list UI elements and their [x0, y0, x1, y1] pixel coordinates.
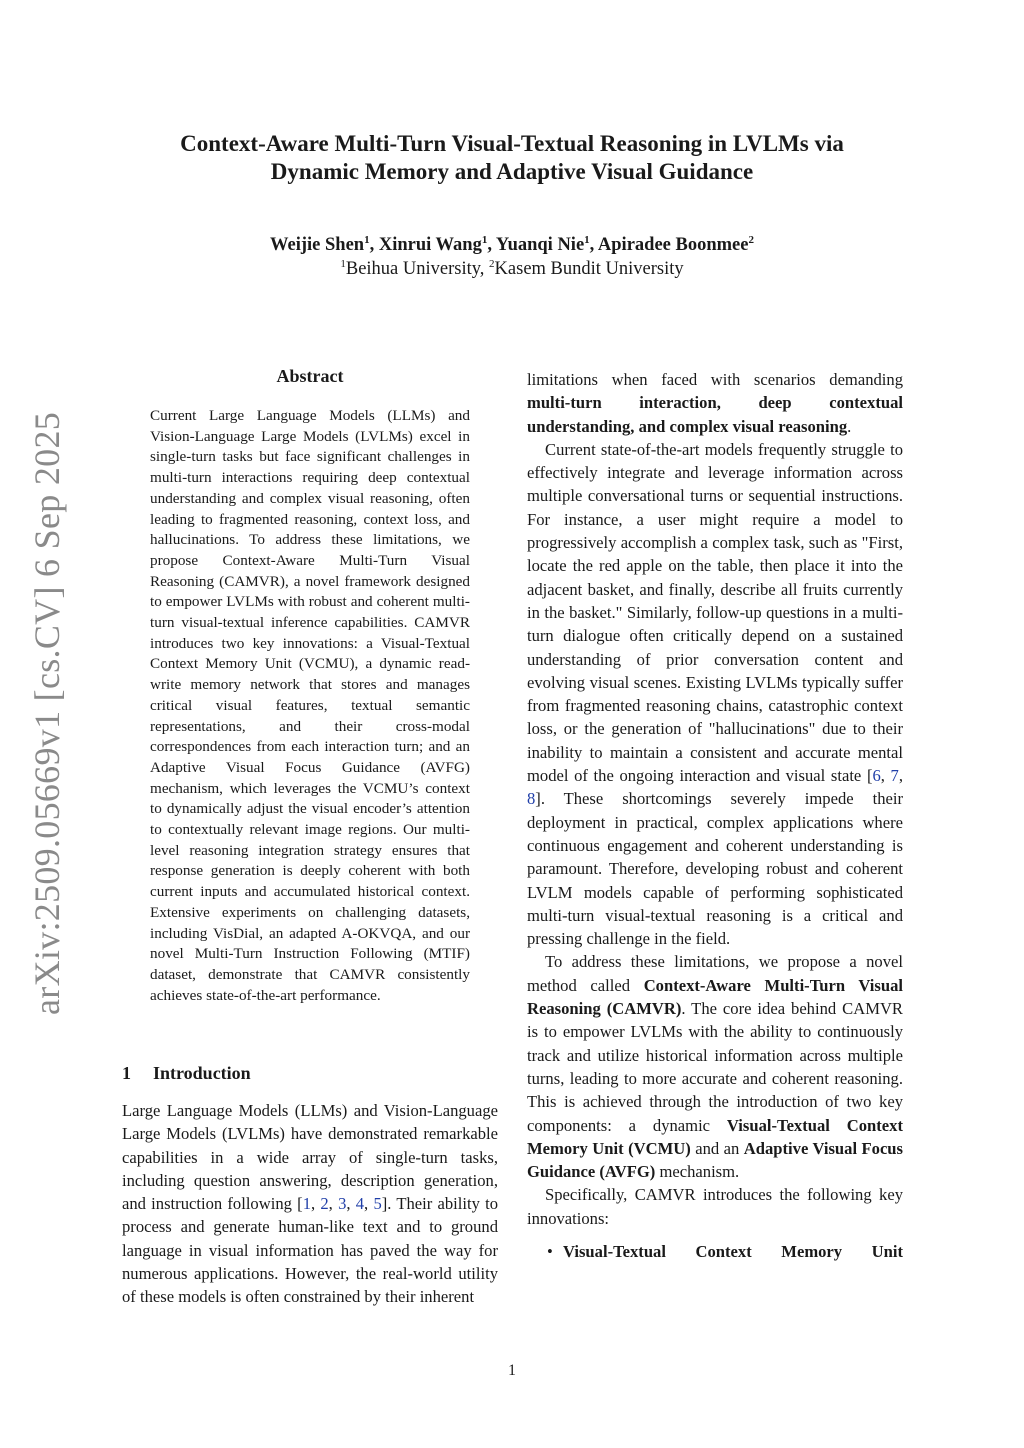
citation-link[interactable]: 6	[872, 766, 881, 786]
citation-link[interactable]: 1	[302, 1194, 311, 1214]
section-heading-introduction	[122, 1063, 251, 1084]
intro-text-a: Large Language Models (LLMs) and Vision-Language Large Models (LVLMs) have demonstrated remarkable capabilities in a wide array of single-turn tasks, including question answering, description generation, and instruction following	[122, 1101, 498, 1214]
text-run: and an	[695, 1138, 740, 1158]
paragraph: Specifically, CAMVR introduces the following key innovations:	[527, 1185, 903, 1228]
author-affiliation-mark: 1	[364, 233, 370, 246]
arxiv-identifier: arXiv:2509.05669v1 [cs.CV] 6 Sep 2025	[27, 411, 67, 1015]
affiliation-name: Kasem Bundit University	[494, 259, 684, 279]
emphasis-text: Adaptive Visual Focus Guidance (AVFG)	[527, 1138, 903, 1182]
author-affiliation-mark: 2	[748, 233, 754, 246]
emphasis-text: Visual-Textual Context Memory Unit (VCMU)	[527, 1115, 903, 1158]
author-name: Yuanqi Nie	[495, 235, 585, 255]
paragraph: limitations when faced with scenarios demanding multi-turn interaction, deep contextual understanding, and complex visual reasoning.	[527, 370, 903, 436]
author-list: Weijie Shen$^1$, Xinrui Wang$^1$, Yuanqi Nie$^1$, Apiradee Boonmee$^2$	[270, 233, 754, 255]
title-line-1: Context-Aware Multi-Turn Visual-Textual Reasoning in LVLMs via	[180, 131, 844, 156]
paragraph: Current state-of-the-art models frequently struggle to effectively integrate and leverage information across multiple conversational turns or sequential instructions. For instance, a user might require a model to progressively accomplish a complex task, such as "First, locate the red apple on the table, then place it into the adjacent basket, and finally, describe all fruits currently in the basket." Similarly, follow-up questions in a multi-turn dialogue often critically depend on a sustained understanding of prior conversation content and evolving visual scenes. Existing LVLMs typically suffer from fragmented reasoning chains, catastrophic context loss, or the generation of "hallucinations" due to their inability to maintain a consistent and accurate mental model of the ongoing interaction and visual state [6, 7, 8]. These shortcomings severely impede their deployment in practical, complex applications where continuous engagement and coherent understanding is paramount. Therefore, developing robust and coherent LVLM models capable of performing sophisticated multi-turn visual-textual reasoning is a critical and pressing challenge in the field.	[527, 439, 903, 949]
section-number: 1	[122, 1063, 131, 1083]
bullet-icon: •	[547, 1241, 553, 1261]
affiliation-mark: 2	[489, 257, 495, 270]
text-run: To address these limitations, we propose a novel method called	[527, 952, 903, 995]
citation-link[interactable]: 5	[373, 1194, 382, 1214]
abstract-heading: Abstract	[276, 366, 344, 386]
bullet-item	[527, 1240, 903, 1263]
author-affiliation-mark: 1	[584, 233, 590, 246]
citation-link[interactable]: 7	[890, 766, 899, 786]
author-name: Xinrui Wang	[378, 235, 482, 255]
intro-text-b: Their ability to process and generate human-like text and to ground language in visual information has paved the way for numerous applications. However, the real-world utility of these models is often constrained by their inherent	[122, 1194, 499, 1307]
author-block	[100, 233, 924, 281]
right-column	[527, 368, 903, 1263]
section-title: Introduction	[153, 1063, 251, 1083]
intro-paragraph: Large Language Models (LLMs) and Vision-Language Large Models (LVLMs) have demonstrated remarkable capabilities in a wide array of single-turn tasks, including question answering, description generation, and instruction following [1, 2, 3, 4, 5]. Their ability to process and generate human-like text and to ground language in visual information has paved the way for numerous applications. However, the real-world utility of these models is often constrained by their inherent	[122, 1101, 499, 1307]
author-name: Weijie Shen	[270, 235, 365, 255]
bullet-text: Visual-Textual Context Memory Unit	[563, 1241, 903, 1261]
citation-link[interactable]: 3	[338, 1194, 347, 1214]
text-run: These shortcomings severely impede their deployment in practical, complex applications where continuous engagement and coherent understanding is paramount. Therefore, developing robust and coherent LVLM models capable of performing sophisticated multi-turn visual-textual reasoning is a critical and pressing challenge in the field.	[527, 789, 903, 949]
text-run: mechanism.	[659, 1162, 740, 1182]
paragraph	[527, 950, 903, 1183]
author-affiliation-mark: 1	[481, 233, 488, 246]
citation-link[interactable]: 2	[320, 1194, 329, 1214]
affiliation-mark: 1	[340, 257, 346, 270]
affiliation-name: Beihua University	[345, 259, 480, 279]
page-number: 1	[508, 1362, 516, 1379]
text-run: limitations when faced with scenarios demanding	[527, 370, 903, 389]
abstract-text: Current Large Language Models (LLMs) and Vision-Language Large Models (LVLMs) excel in single-turn tasks but face significant challenges in multi-turn interactions requiring deep contextual understanding and complex visual reasoning, often leading to fragmented reasoning, context loss, and hallucinations. To address these limitations, we propose Context-Aware Multi-Turn Visual Reasoning (CAMVR), a novel framework designed to empower LVLMs with robust and coherent multi-turn visual-textual inference capabilities. CAMVR introduces two key innovations: a Visual-Textual Context Memory Unit (VCMU), a dynamic read-write memory network that stores and manages critical visual features, textual semantic representations, and their cross-modal correspondences from each interaction turn; and an Adaptive Visual Focus Guidance (AVFG) mechanism, which leverages the VCMU’s context to dynamically adjust the visual encoder’s attention to contextually relevant image regions. Our multi-level reasoning integration strategy ensures that response generation is deeply coherent with both current inputs and accumulated historical context. Extensive experiments on challenging datasets, including VisDial, an adapted A-OKVQA, and our novel Multi-Turn Instruction Following (MTIF) dataset, demonstrate that CAMVR consistently achieves state-of-the-art performance.	[150, 407, 470, 1004]
title-line-2: Dynamic Memory and Adaptive Visual Guidance	[270, 159, 754, 184]
paper-title	[100, 130, 924, 186]
author-name: Apiradee Boonmee	[597, 235, 749, 255]
affiliation-list: $^1$Beihua University, $^2$Kasem Bundit University	[340, 257, 684, 279]
text-run: . The core idea behind CAMVR is to empower LVLMs with the ability to continuously track and utilize historical information across multiple turns, leading to more accurate and coherent reasoning. This is achieved through the introduction of two key components: a dynamic	[527, 999, 903, 1135]
citation-link[interactable]: 4	[355, 1194, 365, 1214]
emphasis-text: multi-turn interaction, deep contextual understanding, and complex visual reasoning	[527, 393, 903, 436]
citation-link[interactable]: 8	[527, 789, 536, 809]
emphasis-text: Context-Aware Multi-Turn Visual Reasoning (CAMVR)	[527, 975, 903, 1019]
text-run: Current state-of-the-art models frequently struggle to effectively integrate and leverage information across multiple conversational turns or sequential instructions. For instance, a user might require a model to progressively accomplish a complex task, such as "First, locate the red apple on the table, then place it into the adjacent basket, and finally, describe all fruits currently in the basket." Similarly, follow-up questions in a multi-turn dialogue often critically depend on a sustained understanding of prior conversation content and evolving visual scenes. Existing LVLMs typically suffer from fragmented reasoning chains, catastrophic context loss, or the generation of "hallucinations" due to their inability to maintain a consistent and accurate mental model of the ongoing interaction and visual state	[527, 439, 903, 786]
